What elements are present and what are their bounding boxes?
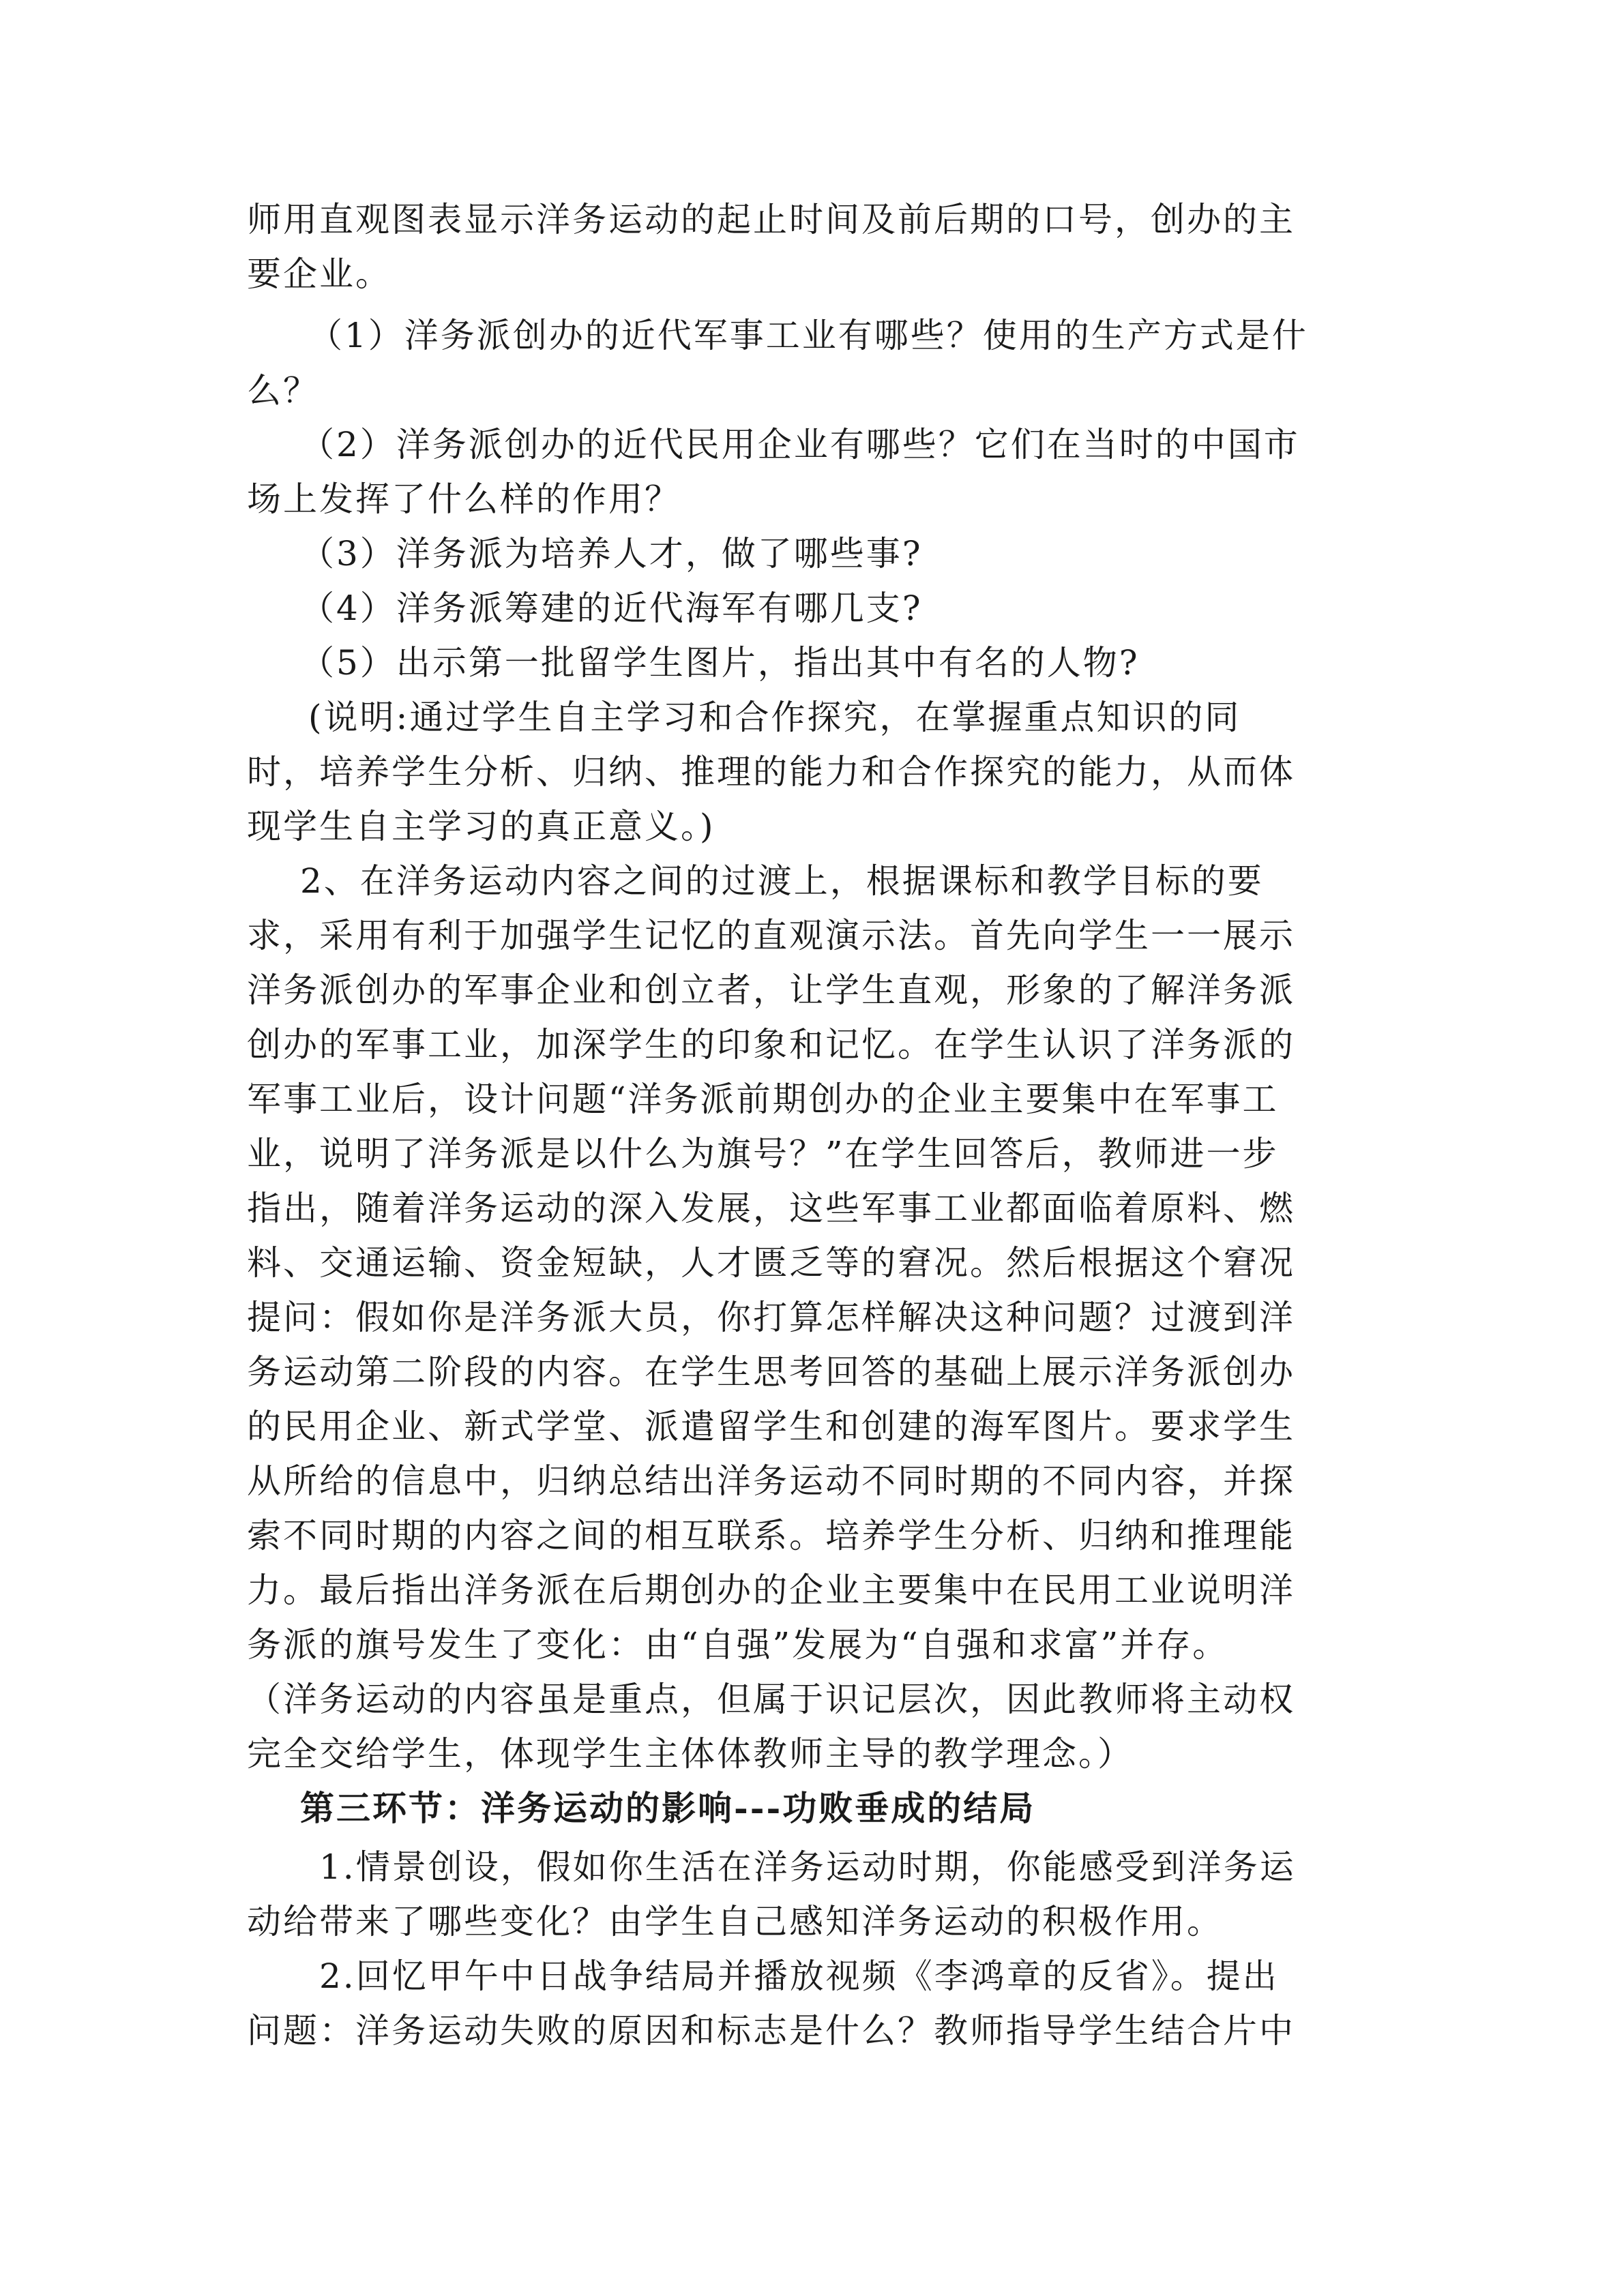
question-item: （2）洋务派创办的近代民用企业有哪些？它们在当时的中国市 bbox=[300, 425, 1300, 464]
text-line: 动给带来了哪些变化？由学生自己感知洋务运动的积极作用。 bbox=[247, 1902, 1223, 1941]
text-line: 料、交通运输、资金短缺，人才匮乏等的窘况。然后根据这个窘况 bbox=[247, 1243, 1295, 1283]
paragraph-start: 2.回忆甲午中日战争结局并播放视频《李鸿章的反省》。提出 bbox=[319, 1956, 1279, 1996]
text-line: 军事工业后，设计问题“洋务派前期创办的企业主要集中在军事工 bbox=[247, 1079, 1279, 1119]
text-line: 问题：洋务运动失败的原因和标志是什么？教师指导学生结合片中 bbox=[247, 2011, 1295, 2051]
text-line: 力。最后指出洋务派在后期创办的企业主要集中在民用工业说明洋 bbox=[247, 1570, 1295, 1610]
text-line: 师用直观图表显示洋务运动的起止时间及前后期的口号，创办的主 bbox=[247, 200, 1295, 239]
text-line: 业，说明了洋务派是以什么为旗号？”在学生回答后，教师进一步 bbox=[247, 1134, 1279, 1174]
question-item: （4）洋务派筹建的近代海军有哪几支? bbox=[300, 588, 923, 628]
text-line: 求，采用有利于加强学生记忆的直观演示法。首先向学生一一展示 bbox=[247, 916, 1295, 955]
text-line: 场上发挥了什么样的作用？ bbox=[247, 479, 681, 519]
section-heading: 第三环节：洋务运动的影响---功败垂成的结局 bbox=[300, 1788, 1036, 1828]
question-item: （1）洋务派创办的近代军事工业有哪些？使用的生产方式是什 bbox=[308, 316, 1308, 355]
text-line: 么？ bbox=[247, 371, 319, 411]
question-item: （5）出示第一批留学生图片，指出其中有名的人物? bbox=[300, 643, 1140, 683]
note-line: (说明:通过学生自主学习和合作探究，在掌握重点知识的同 bbox=[308, 698, 1241, 737]
text-line: 务派的旗号发生了变化：由“自强”发展为“自强和求富”并存。 bbox=[247, 1625, 1229, 1665]
text-line: 时，培养学生分析、归纳、推理的能力和合作探究的能力，从而体 bbox=[247, 752, 1295, 792]
text-line: 要企业。 bbox=[247, 254, 392, 294]
text-line: （洋务运动的内容虽是重点，但属于识记层次，因此教师将主动权 bbox=[247, 1680, 1295, 1719]
text-line: 的民用企业、新式学堂、派遣留学生和创建的海军图片。要求学生 bbox=[247, 1407, 1295, 1446]
text-line: 洋务派创办的军事企业和创立者，让学生直观，形象的了解洋务派 bbox=[247, 970, 1295, 1010]
text-line: 完全交给学生，体现学生主体体教师主导的教学理念。） bbox=[247, 1734, 1134, 1774]
text-line: 指出，随着洋务运动的深入发展，这些军事工业都面临着原料、燃 bbox=[247, 1189, 1295, 1228]
text-line: 索不同时期的内容之间的相互联系。培养学生分析、归纳和推理能 bbox=[247, 1516, 1295, 1555]
text-line: 提问：假如你是洋务派大员，你打算怎样解决这种问题？过渡到洋 bbox=[247, 1298, 1295, 1337]
text-line: 现学生自主学习的真正意义。) bbox=[247, 807, 715, 846]
text-line: 从所给的信息中，归纳总结出洋务运动不同时期的不同内容，并探 bbox=[247, 1461, 1295, 1501]
paragraph-start: 1.情景创设，假如你生活在洋务运动时期，你能感受到洋务运 bbox=[319, 1847, 1296, 1887]
text-line: 创办的军事工业，加深学生的印象和记忆。在学生认识了洋务派的 bbox=[247, 1025, 1295, 1064]
question-item: （3）洋务派为培养人才，做了哪些事? bbox=[300, 534, 923, 573]
text-line: 务运动第二阶段的内容。在学生思考回答的基础上展示洋务派创办 bbox=[247, 1352, 1295, 1392]
paragraph-start: 2、在洋务运动内容之间的过渡上，根据课标和教学目标的要 bbox=[300, 861, 1264, 901]
